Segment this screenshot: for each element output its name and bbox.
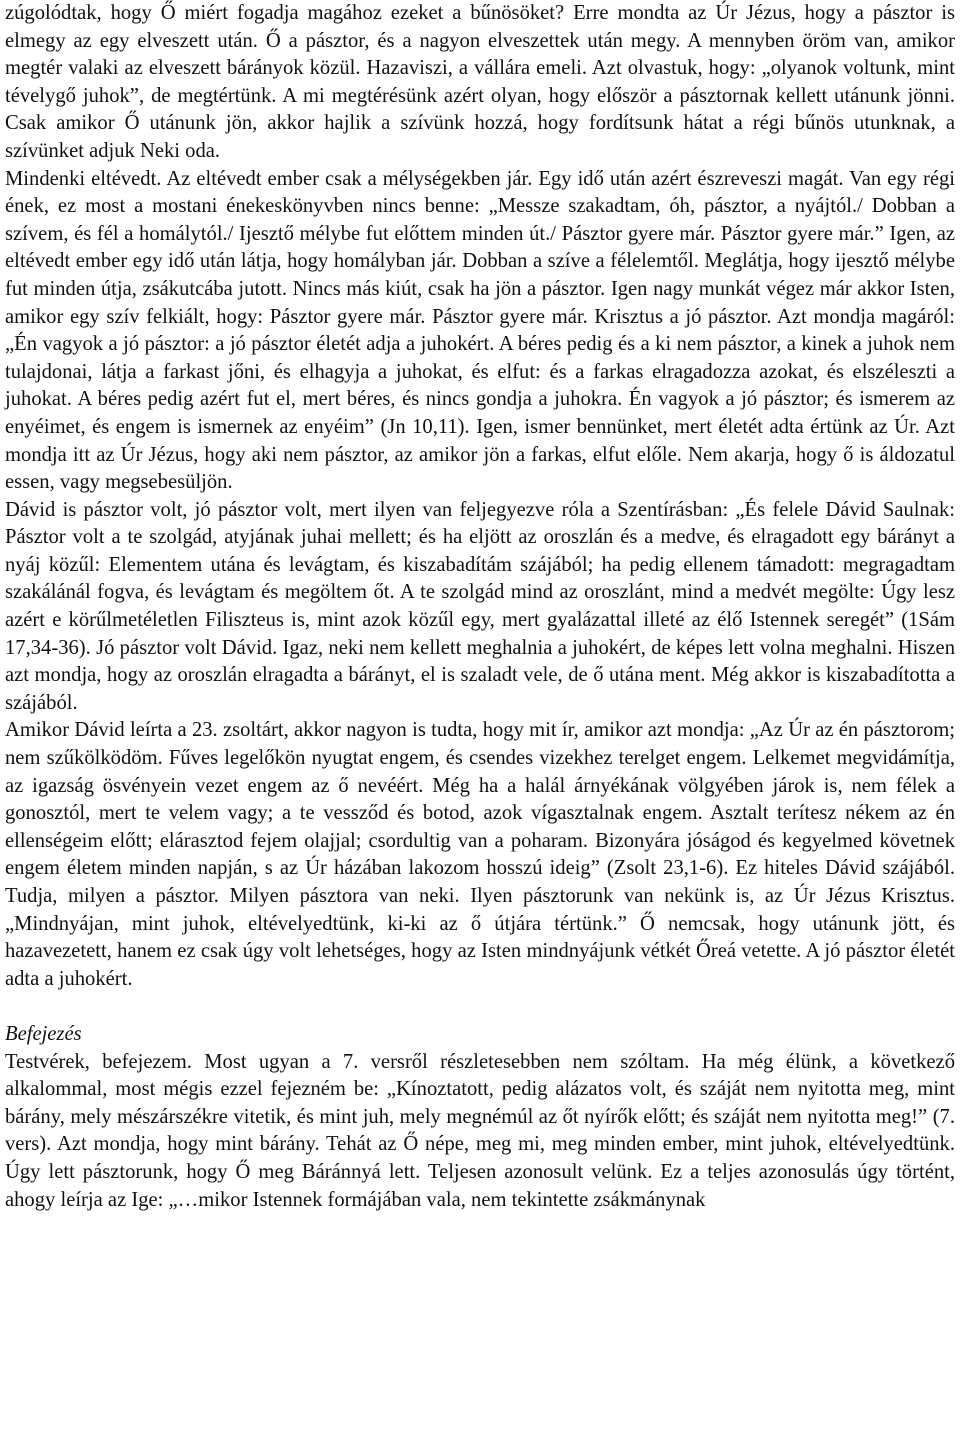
section-heading: Befejezés xyxy=(5,1022,82,1045)
paragraph-psalm-23: Amikor Dávid leírta a 23. zsoltárt, akkor nagyon is tudta, hogy mit ír, amikor azt mondja: „Az Úr az én pásztorom; nem szűkölködöm. Fűves legelőkön nyugtat engem, és csendes vizekhez terelget engem. Lelkemet megvidámítja, az igazság ösvényein vezet engem az ő nevéért. Még ha a halál árnyékának völgyében járok is, nem félek a gonosztól, mert te velem vagy; a te vessződ és botod, azok vígasztalnak engem. Asztalt terítesz nékem az én ellenségeim előtt; elárasztod fejem olajjal; csordultig van a poharam. Bizonyára jóságod és kegyelmed követnek engem életem minden napján, s az Úr házában lakozom hosszú ideig” (Zsolt 23,1-6). Ez hiteles Dávid szájából. Tudja, milyen a pásztor. Milyen pásztora van neki. Ilyen pásztorunk van nekünk is, az Úr Jézus Krisztus. „Mindnyájan, mint juhok, eltévelyedtünk, ki-ki az ő útjára tértünk.” Ő nemcsak, hogy utánunk jött, és hazavezetett, hanem ez csak úgy volt lehetséges, hogy az Isten mindnyájunk vétkét Őreá vetette. A jó pásztor életét adta a juhokért. xyxy=(5,719,955,990)
blank-line xyxy=(5,993,955,1021)
document-page xyxy=(5,0,955,1214)
paragraph-david-shepherd: Dávid is pásztor volt, jó pásztor volt, mert ilyen van feljegyezve róla a Szentírásban: „És felele Dávid Saulnak: Pásztor volt a te szolgád, atyjának juhai mellett; és ha eljött az oroszlán és a medve, és elragadott egy bárányt a nyáj közűl: Elementem utána és levágtam, és kiszabadítám szájából; ha pedig ellenem támadott: megragadtam szakálánál fogva, és levágtam és megöltem őt. A te szolgád mind az oroszlánt, mind a medvét megölte: Úgy lesz azért e körűlmetéletlen Filiszteus is, mint azok közűl egy, mert gyalázattal illeté az élő Istennek seregét” (1Sám 17,34-36). Jó pásztor volt Dávid. Igaz, neki nem kellett meghalnia a juhokért, de képes lett volna meghalni. Hiszen azt mondja, hogy az oroszlán elragadta a bárányt, el is szaladt vele, de ő utána ment. Még akkor is kiszabadította a szájából. xyxy=(5,498,955,714)
paragraph-closing: Testvérek, befejezem. Most ugyan a 7. versről részletesebben nem szóltam. Ha még élünk, a következő alkalommal, most mégis ezzel fejezném be: „Kínoztatott, pedig alázatos volt, és száját nem nyitotta meg, mint bárány, mely mészárszékre vitetik, és mint juh, mely megnémúl az őt nyírők előtt; és száját nem nyitotta meg!” (7. vers). Azt mondja, hogy mint bárány. Tehát az Ő népe, meg mi, meg minden ember, mint juhok, eltévelyedtünk. Úgy lett pásztorunk, hogy Ő meg Báránnyá lett. Teljesen azonosult velünk. Ez a teljes azonosulás úgy történt, ahogy leírja az Ige: „…mikor Istennek formájában vala, nem tekintette zsákmánynak xyxy=(5,1050,955,1211)
paragraph-everyone-lost: Mindenki eltévedt. Az eltévedt ember csak a mélységekben jár. Egy idő után azért észreveszi magát. Van egy régi ének, ez most a mostani énekeskönyvben nincs benne: „Messze szakadtam, óh, pásztor, a nyájtól./ Dobban a szívem, és fél a homálytól./ Ijesztő mélybe fut előttem minden út./ Pásztor gyere már. Pásztor gyere már.” Igen, az eltévedt ember egy idő után látja, hogy homályban jár. Dobban a szíve a félelemtől. Meglátja, hogy ijesztő mélybe fut minden útja, zsákutcába jutott. Nincs más kiút, csak ha jön a pásztor. Igen nagy munkát végez már akkor Isten, amikor egy szív felkiált, hogy: Pásztor gyere már. Pásztor gyere már. Krisztus a jó pásztor. Azt mondja magáról: „Én vagyok a jó pásztor: a jó pásztor életét adja a juhokért. A béres pedig és a ki nem pásztor, a kinek a juhok nem tulajdonai, látja a farkast jőni, és elhagyja a juhokat, és elfut: és a farkas elragadozza azokat, és elszéleszti a juhokat. A béres pedig azért fut el, mert béres, és nincs gondja a juhokra. Én vagyok a jó pásztor; és ismerem az enyéimet, és engem is ismernek az enyéim” (Jn 10,11). Igen, ismer bennünket, mert életét adta értünk az Úr. Azt mondja itt az Úr Jézus, hogy aki nem pásztor, az amikor jön a farkas, elfut előle. Nem akarja, hogy ő is áldozatul essen, vagy megsebesüljön. xyxy=(5,167,955,494)
paragraph-lost-sheep: zúgolódtak, hogy Ő miért fogadja magához ezeket a bűnösöket? Erre mondta az Úr Jézus, hogy a pásztor is elmegy az egy elveszett után. Ő a pásztor, és a nagyon elveszettek után megy. A mennyben öröm van, amikor megtér valaki az elveszett bárányok közül. Hazaviszi, a vállára emeli. Azt olvastuk, hogy: „olyanok voltunk, mint tévelygő juhok”, de megtértünk. A mi megtérésünk azért olyan, hogy először a pásztornak kellett utánunk jönni. Csak amikor Ő utánunk jön, akkor hajlik a szívünk hozzá, hogy fordítsunk hátat a régi bűnös utunknak, a szívünket adjuk Neki oda. xyxy=(5,2,955,162)
